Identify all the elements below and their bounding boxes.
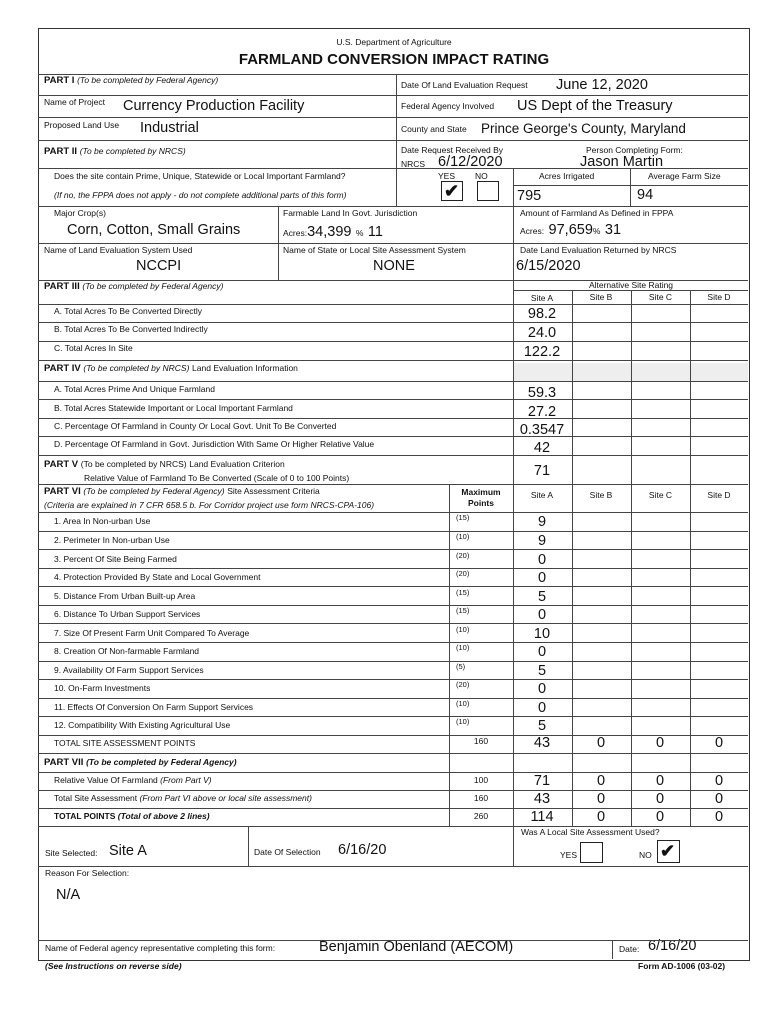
no-label: NO	[475, 171, 488, 181]
rule-line	[513, 206, 514, 280]
irrigated-value[interactable]: 795	[517, 188, 542, 204]
part4-row-b-site-a[interactable]: 27.2	[527, 404, 557, 420]
rule-line	[38, 399, 748, 400]
rule-line	[513, 290, 514, 484]
part7-row-label: Relative Value Of Farmland (From Part V)	[54, 775, 212, 785]
site-selected-label: Site Selected:	[45, 848, 98, 858]
part6-row-site-a[interactable]: 0	[537, 552, 547, 568]
rule-line	[38, 168, 748, 169]
rule-line	[38, 866, 748, 867]
part7-row-site-c[interactable]: 0	[655, 773, 665, 789]
part4-row-a-site-a[interactable]: 59.3	[527, 385, 557, 401]
rule-line	[513, 484, 514, 826]
rule-line	[572, 290, 573, 484]
rule-line	[449, 484, 450, 826]
rule-line	[612, 940, 613, 959]
yes-label: YES	[438, 171, 456, 181]
eval-system-value[interactable]: NCCPI	[136, 258, 182, 274]
part6-site-a-header: Site A	[530, 490, 554, 500]
part6-row-label: 4. Protection Provided By State and Local Government	[54, 572, 261, 582]
rule-line	[38, 790, 748, 791]
part7-row-label: Total Site Assessment (From Part VI above or local site assessment)	[54, 793, 312, 803]
rule-line	[38, 512, 748, 513]
instructions-note: (See Instructions on reverse side)	[45, 961, 182, 971]
total-site-assessment-site-b[interactable]: 0	[596, 735, 606, 751]
part3-row-c-label: C. Total Acres In Site	[54, 343, 133, 353]
part6-row-label: 8. Creation Of Non-farmable Farmland	[54, 646, 200, 656]
part3-row-c-site-a[interactable]: 122.2	[523, 344, 561, 360]
rule-line	[690, 484, 691, 826]
part2-heading: PART II (To be completed by NRCS)	[44, 146, 186, 157]
rule-line	[38, 95, 748, 96]
part4-heading: PART IV (To be completed by NRCS) Land Evaluation Information	[44, 363, 298, 374]
rule-line	[38, 455, 748, 456]
received-value[interactable]: 6/12/2020	[438, 154, 503, 170]
part6-row-site-a[interactable]: 0	[537, 607, 547, 623]
part6-row-label: 9. Availability Of Farm Support Services	[54, 665, 204, 675]
site-b-header: Site B	[589, 292, 613, 302]
form-title: FARMLAND CONVERSION IMPACT RATING	[238, 51, 550, 68]
signature-label: Name of Federal agency representative completing this form:	[45, 943, 276, 953]
part6-row-label: 2. Perimeter In Non-urban Use	[54, 535, 170, 545]
part6-row-site-a[interactable]: 5	[537, 589, 547, 605]
received-label: Date Request Received By	[401, 145, 504, 155]
total-site-assessment-site-d[interactable]: 0	[714, 735, 724, 751]
part6-row-site-a[interactable]: 0	[537, 700, 547, 716]
site-d-header: Site D	[707, 292, 731, 302]
alt-site-rating-label: Alternative Site Rating	[588, 280, 674, 290]
rule-line	[38, 698, 748, 699]
part4-row-b-label: B. Total Acres Statewide Important or Local Important Farmland	[54, 403, 293, 413]
part6-row-max: (10)	[456, 717, 470, 726]
part6-site-c-header: Site C	[648, 490, 673, 500]
check-icon: ✔	[444, 181, 460, 201]
farmland-question: Does the site contain Prime, Unique, Statewide or Local Important Farmland?	[54, 171, 346, 181]
land-use-label: Proposed Land Use	[44, 120, 120, 130]
local-yes-checkbox[interactable]	[580, 842, 603, 863]
part6-row-site-a[interactable]: 0	[537, 644, 547, 660]
project-label: Name of Project	[44, 97, 105, 107]
rule-line	[38, 642, 748, 643]
part7-row-site-a[interactable]: 71	[533, 773, 551, 789]
crops-value[interactable]: Corn, Cotton, Small Grains	[67, 222, 241, 238]
farmable-values[interactable]: Acres:34,399 % 11	[283, 224, 383, 240]
site-c-header: Site C	[648, 292, 673, 302]
part3-row-a-site-a[interactable]: 98.2	[527, 306, 557, 322]
part6-row-label: 11. Effects Of Conversion On Farm Support Services	[54, 702, 254, 712]
rule-line	[278, 206, 279, 280]
part7-row-site-d[interactable]: 0	[714, 773, 724, 789]
part5-line2: Relative Value of Farmland To Be Converted (Scale of 0 to 100 Points)	[84, 473, 350, 483]
max-points-label-1: Maximum	[461, 487, 501, 497]
irrigated-label: Acres Irrigated	[539, 171, 595, 181]
rule-line	[38, 772, 748, 773]
rule-line	[513, 826, 514, 866]
part7-row-label: TOTAL POINTS (Total of above 2 lines)	[54, 811, 210, 821]
rule-line	[396, 74, 397, 206]
part6-row-max: (10)	[456, 643, 470, 652]
total-site-assessment-label: TOTAL SITE ASSESSMENT POINTS	[54, 738, 196, 748]
fppa-values[interactable]: Acres: 97,659% 31	[520, 222, 622, 238]
part6-row-max: (20)	[456, 569, 470, 578]
part6-row-label: 6. Distance To Urban Support Services	[54, 609, 201, 619]
rule-line	[38, 243, 748, 244]
part4-row-c-site-a[interactable]: 0.3547	[519, 422, 565, 438]
part5-site-a[interactable]: 71	[533, 463, 551, 479]
form-id: Form AD-1006 (03-02)	[638, 961, 726, 971]
part6-heading: PART VI (To be completed by Federal Agency) Site Assessment Criteria	[44, 486, 320, 497]
part4-row-d-label: D. Percentage Of Farmland in Govt. Jurisdiction With Same Or Higher Relative Value	[54, 439, 375, 449]
site-a-header: Site A	[530, 293, 554, 303]
agency-label: Federal Agency Involved	[401, 101, 495, 111]
part6-row-label: 7. Size Of Present Farm Unit Compared To Average	[54, 628, 250, 638]
part6-row-max: (15)	[456, 588, 470, 597]
local-yes-label: YES	[560, 850, 578, 860]
part6-row-label: 1. Area In Non-urban Use	[54, 516, 151, 526]
rule-line	[38, 418, 748, 419]
part6-row-max: (5)	[456, 662, 466, 671]
rule-line	[38, 940, 748, 941]
part6-row-max: (20)	[456, 551, 470, 560]
rule-line	[38, 808, 748, 809]
part7-row-site-b[interactable]: 0	[596, 791, 606, 807]
part6-row-site-a[interactable]: 10	[533, 626, 551, 642]
part6-site-d-header: Site D	[707, 490, 731, 500]
reason-value[interactable]: N/A	[56, 887, 81, 903]
part7-row-site-c[interactable]: 0	[655, 809, 665, 825]
part6-row-site-a[interactable]: 9	[537, 514, 547, 530]
part7-row-max: 160	[473, 793, 489, 803]
rule-line	[38, 586, 748, 587]
agency-value[interactable]: US Dept of the Treasury	[517, 98, 673, 114]
returned-label: Date Land Evaluation Returned by NRCS	[520, 245, 677, 255]
rule-line	[38, 280, 748, 281]
part6-row-label: 10. On-Farm Investments	[54, 683, 151, 693]
rule-line	[38, 117, 748, 118]
rule-line	[248, 826, 249, 866]
rule-line	[38, 623, 748, 624]
fppa-label: Amount of Farmland As Defined in FPPA	[520, 208, 674, 218]
part6-row-max: (10)	[456, 625, 470, 634]
date-request-label: Date Of Land Evaluation Request	[401, 80, 528, 90]
part7-row-site-b[interactable]: 0	[596, 809, 606, 825]
local-assessment-question: Was A Local Site Assessment Used?	[521, 827, 660, 837]
rule-line	[38, 661, 748, 662]
part7-row-site-a[interactable]: 43	[533, 791, 551, 807]
local-no-checkbox[interactable]	[657, 840, 680, 863]
part6-site-b-header: Site B	[589, 490, 613, 500]
date-selection-label: Date Of Selection	[254, 847, 321, 857]
date-selection-value[interactable]: 6/16/20	[338, 842, 387, 858]
part4-row-c-label: C. Percentage Of Farmland in County Or Local Govt. Unit To Be Converted	[54, 421, 337, 431]
county-label: County and State	[401, 124, 467, 134]
rule-line	[38, 568, 748, 569]
rule-line	[572, 484, 573, 826]
site-system-value[interactable]: NONE	[373, 258, 415, 274]
returned-value[interactable]: 6/15/2020	[516, 258, 581, 274]
part6-row-max: (15)	[456, 606, 470, 615]
rule-line	[38, 605, 748, 606]
farmable-label: Farmable Land In Govt. Jurisdiction	[283, 208, 418, 218]
part7-row-max: 100	[473, 775, 489, 785]
date-request-value[interactable]: June 12, 2020	[556, 77, 648, 93]
rule-line	[38, 341, 748, 342]
part5-heading: PART V (To be completed by NRCS) Land Evaluation Criterion	[44, 459, 285, 470]
rule-line	[38, 716, 748, 717]
rule-line	[38, 304, 748, 305]
part6-row-max: (10)	[456, 532, 470, 541]
county-value[interactable]: Prince George's County, Maryland	[481, 121, 686, 136]
signature-value[interactable]: Benjamin Obenland (AECOM)	[319, 939, 514, 955]
agency-name: U.S. Department of Agriculture	[336, 37, 452, 47]
part6-row-max: (10)	[456, 699, 470, 708]
rule-line	[38, 322, 748, 323]
rule-line	[38, 436, 748, 437]
no-checkbox[interactable]	[477, 181, 499, 201]
nrcs-label: NRCS	[401, 159, 426, 169]
local-no-label: NO	[639, 850, 652, 860]
part6-note: (Criteria are explained in 7 CFR 658.5 b. For Corridor project use form NRCS-CPA-106)	[44, 500, 375, 510]
part1-heading: PART I (To be completed by Federal Agency)	[44, 75, 219, 86]
check-icon: ✔	[660, 841, 676, 861]
crops-label: Major Crop(s)	[54, 208, 106, 218]
rule-line	[38, 140, 748, 141]
part6-row-max: (15)	[456, 513, 470, 522]
rule-line	[630, 168, 631, 206]
site-selected-value[interactable]: Site A	[109, 843, 147, 859]
rule-line	[38, 549, 748, 550]
site-system-label: Name of State or Local Site Assessment System	[283, 245, 466, 255]
signature-date-value[interactable]: 6/16/20	[648, 938, 697, 954]
part7-row-site-c[interactable]: 0	[655, 791, 665, 807]
yes-checkbox[interactable]	[441, 181, 463, 201]
eval-system-label: Name of Land Evaluation System Used	[44, 245, 193, 255]
part4-row-a-label: A. Total Acres Prime And Unique Farmland	[54, 384, 215, 394]
part3-row-b-label: B. Total Acres To Be Converted Indirectly	[54, 324, 208, 334]
max-points-label-2: Points	[468, 498, 494, 508]
part7-row-max: 260	[473, 811, 489, 821]
part6-row-site-a[interactable]: 0	[537, 570, 547, 586]
project-value[interactable]: Currency Production Facility	[123, 98, 305, 114]
part3-heading: PART III (To be completed by Federal Agency)	[44, 281, 224, 292]
part6-row-max: (20)	[456, 680, 470, 689]
part6-row-site-a[interactable]: 0	[537, 681, 547, 697]
farmland-question-note: (If no, the FPPA does not apply - do not complete additional parts of this form)	[54, 190, 347, 200]
rule-line	[38, 360, 748, 361]
farm-size-label: Average Farm Size	[648, 171, 721, 181]
signature-date-label: Date:	[619, 944, 640, 954]
total-site-assessment-site-c[interactable]: 0	[655, 735, 665, 751]
reason-label: Reason For Selection:	[45, 868, 130, 878]
total-site-assessment-site-a[interactable]: 43	[533, 735, 551, 751]
rule-line	[631, 484, 632, 826]
part7-row-site-d[interactable]: 0	[714, 809, 724, 825]
rule-line	[38, 753, 748, 754]
rule-line	[38, 381, 748, 382]
rule-line	[38, 206, 748, 207]
rule-line	[38, 826, 748, 827]
part7-row-site-b[interactable]: 0	[596, 773, 606, 789]
farm-size-value[interactable]: 94	[637, 187, 654, 203]
person-label: Person Completing Form:	[586, 145, 683, 155]
total-site-assessment-max: 160	[473, 736, 489, 746]
rule-line	[690, 290, 691, 484]
part3-row-b-site-a[interactable]: 24.0	[527, 325, 557, 341]
rule-line	[38, 531, 748, 532]
person-value[interactable]: Jason Martin	[580, 154, 664, 170]
land-use-value[interactable]: Industrial	[140, 120, 199, 136]
part6-row-label: 12. Compatibility With Existing Agricultural Use	[54, 720, 231, 730]
rule-line	[38, 735, 748, 736]
part7-row-site-d[interactable]: 0	[714, 791, 724, 807]
part6-row-site-a[interactable]: 5	[537, 718, 547, 734]
part4-row-d-site-a[interactable]: 42	[533, 440, 551, 456]
rule-line	[631, 290, 632, 484]
part3-row-a-label: A. Total Acres To Be Converted Directly	[54, 306, 203, 316]
rule-line	[38, 74, 748, 75]
part7-heading: PART VII (To be completed by Federal Agency)	[44, 757, 237, 768]
rule-line	[38, 484, 748, 485]
part6-row-label: 5. Distance From Urban Built-up Area	[54, 591, 196, 601]
part6-row-site-a[interactable]: 9	[537, 533, 547, 549]
part6-row-label: 3. Percent Of Site Being Farmed	[54, 554, 177, 564]
rule-line	[38, 679, 748, 680]
part7-row-site-a[interactable]: 114	[530, 809, 554, 825]
part6-row-site-a[interactable]: 5	[537, 663, 547, 679]
